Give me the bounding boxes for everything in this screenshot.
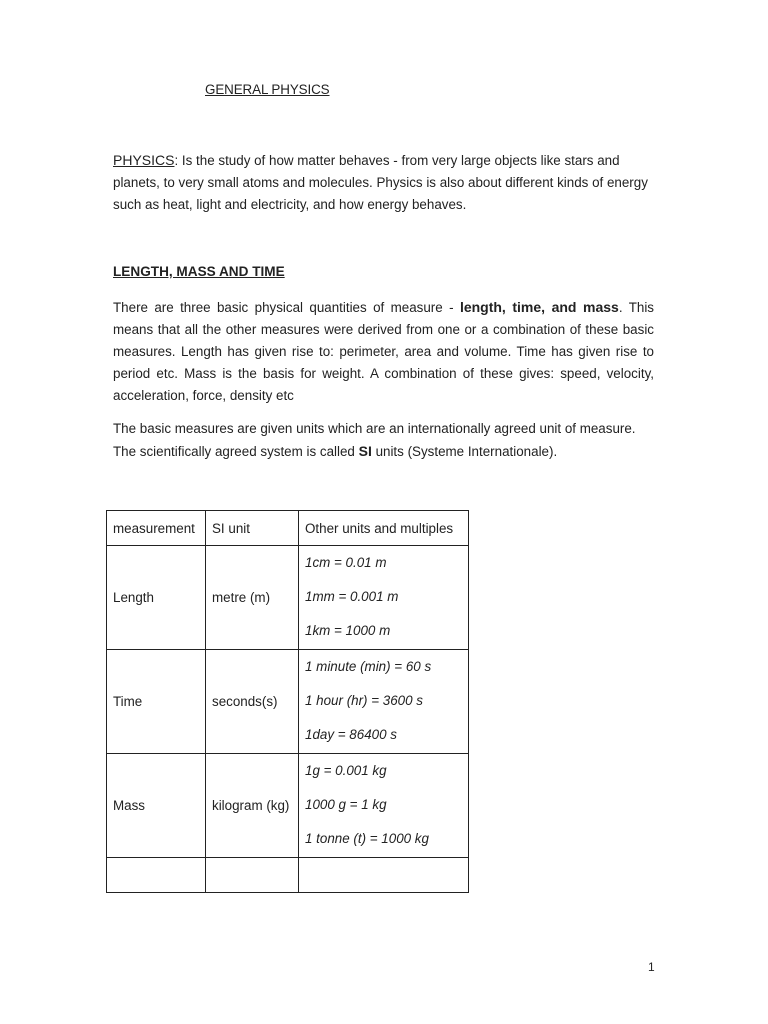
multiple-item: 1 minute (min) = 60 s: [305, 659, 432, 674]
multiple-item: 1km = 1000 m: [305, 623, 391, 638]
multiple-item: 1 tonne (t) = 1000 kg: [305, 831, 429, 846]
physics-term: PHYSICS: [113, 152, 175, 168]
physics-definition-text: : Is the study of how matter behaves - from very large objects like stars and planets, to very small atoms and molecules. Physics is also about different kinds of energy such as heat, light and electricity, and how energy behaves.: [113, 153, 648, 212]
measurement-cell: Time: [107, 650, 206, 754]
multiples-cell: [299, 650, 469, 754]
multiple-item: 1g = 0.001 kg: [305, 763, 387, 778]
si-unit-cell: kilogram (kg): [206, 754, 299, 858]
table-empty-row: [107, 858, 469, 893]
si-unit-cell: seconds(s): [206, 650, 299, 754]
para1-bold-text: length, time, and mass: [459, 299, 619, 315]
physics-definition-paragraph: [113, 149, 654, 216]
empty-cell: [107, 858, 206, 893]
table-header-cell: Other units and multiples: [299, 511, 469, 546]
table-row: [107, 650, 469, 754]
multiples-cell: [299, 546, 469, 650]
measurement-cell: Length: [107, 546, 206, 650]
units-table: [106, 510, 469, 893]
table-row: [107, 546, 469, 650]
page-number: 1: [648, 960, 655, 974]
table-row: [107, 754, 469, 858]
multiple-item: 1cm = 0.01 m: [305, 555, 387, 570]
para1-text-end: . This means that all the other measures were derived from one or a combination of these basic measures. Length has given rise to: perimeter, area and volume. Time has given rise to period etc. Mass is the basis for weight. A combination of these gives: speed, velocity, acceleration, force, density etc: [113, 300, 654, 403]
para1-text-start: There are three basic physical quantities of measure -: [113, 300, 460, 315]
table-header-cell: SI unit: [206, 511, 299, 546]
si-units-paragraph: [113, 418, 654, 463]
multiple-item: 1day = 86400 s: [305, 727, 397, 742]
si-bold-text: SI: [358, 443, 372, 459]
measurement-cell: Mass: [107, 754, 206, 858]
para2-text-end: units (Systeme Internationale).: [371, 444, 558, 459]
section-heading: LENGTH, MASS AND TIME: [113, 264, 285, 279]
si-unit-cell: metre (m): [206, 546, 299, 650]
multiple-item: 1000 g = 1 kg: [305, 797, 387, 812]
multiple-item: 1 hour (hr) = 3600 s: [305, 693, 423, 708]
empty-cell: [206, 858, 299, 893]
table-header-cell: measurement: [107, 511, 206, 546]
multiple-item: 1mm = 0.001 m: [305, 589, 399, 604]
para2-text-start: The basic measures are given units which are an internationally agreed unit of measure. The scientifically agreed system is called: [113, 421, 636, 459]
table-header-row: [107, 511, 469, 546]
multiples-cell: [299, 754, 469, 858]
document-title: GENERAL PHYSICS: [205, 82, 330, 97]
empty-cell: [299, 858, 469, 893]
basic-quantities-paragraph: [113, 296, 654, 407]
